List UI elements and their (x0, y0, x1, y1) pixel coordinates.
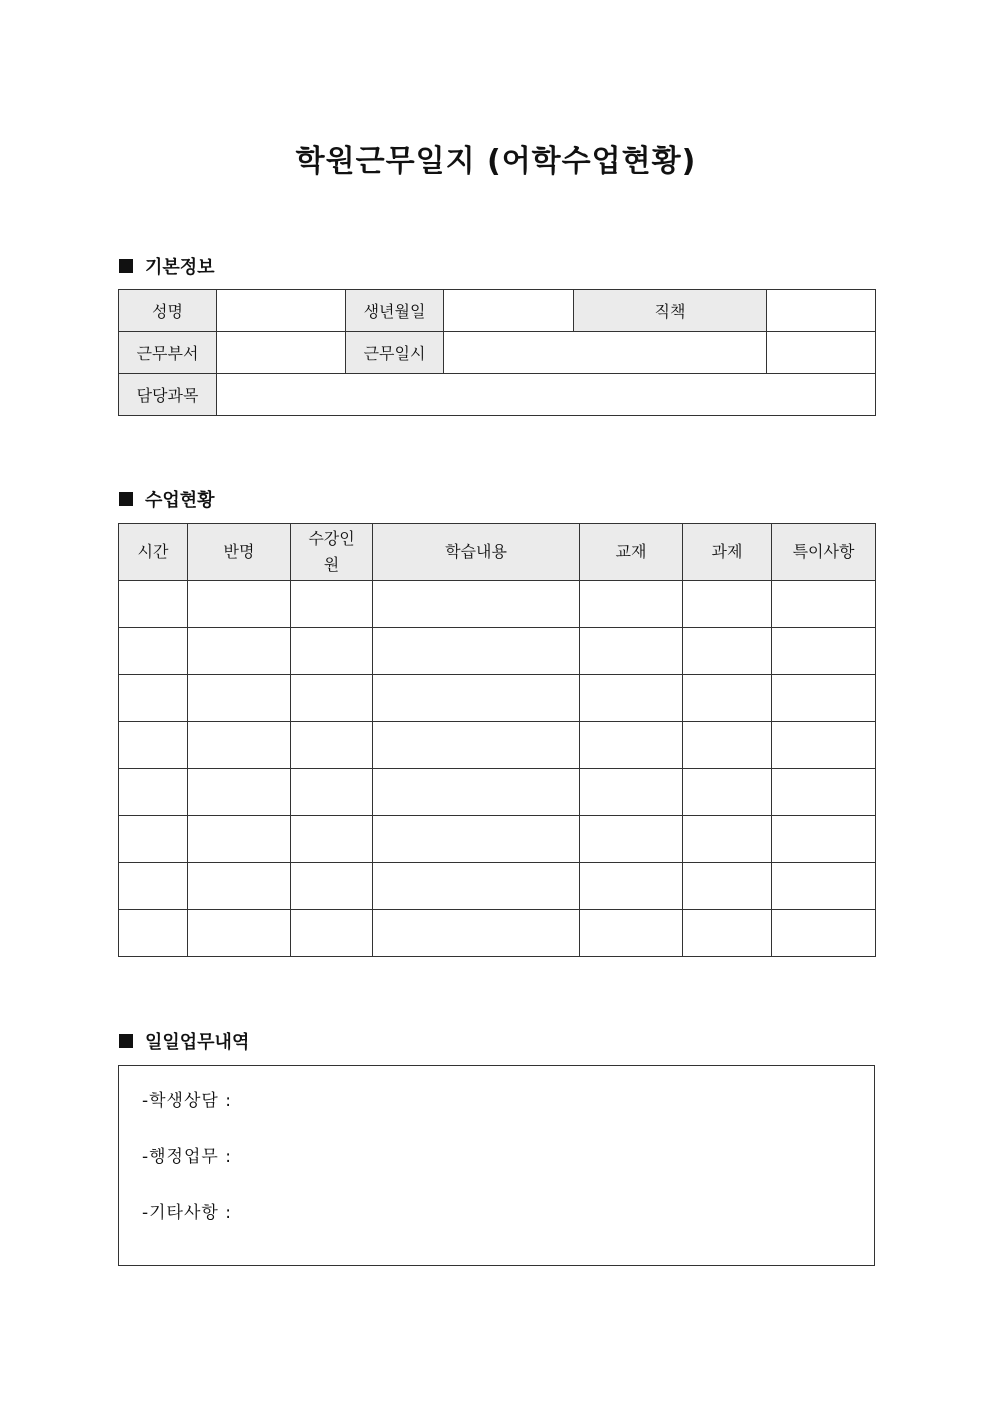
section-heading-label: 기본정보 (145, 257, 215, 278)
lesson-content-cell[interactable] (373, 628, 580, 675)
table-row (119, 722, 876, 769)
subject-field[interactable] (217, 374, 876, 416)
class-status-table (118, 523, 876, 957)
name-field[interactable] (217, 290, 346, 332)
table-row (119, 816, 876, 863)
assignment-cell[interactable] (683, 722, 772, 769)
notes-cell[interactable] (772, 581, 876, 628)
work-date-field[interactable] (444, 332, 767, 374)
class-name-cell[interactable] (188, 581, 291, 628)
table-row (119, 675, 876, 722)
time-cell[interactable] (119, 581, 188, 628)
basic-info-table (118, 289, 876, 416)
assignment-cell[interactable] (683, 628, 772, 675)
notes-cell[interactable] (772, 769, 876, 816)
square-bullet-icon (119, 492, 133, 506)
section-heading-label: 일일업무내역 (145, 1032, 250, 1053)
assignment-cell[interactable] (683, 910, 772, 957)
time-cell[interactable] (119, 769, 188, 816)
table-row (119, 863, 876, 910)
enrollment-cell[interactable] (291, 863, 373, 910)
lesson-content-cell[interactable] (373, 722, 580, 769)
enrollment-header-line2: 원 (323, 555, 340, 574)
table-row (119, 290, 876, 332)
class-name-cell[interactable] (188, 675, 291, 722)
table-row (119, 910, 876, 957)
notes-cell[interactable] (772, 675, 876, 722)
lesson-content-cell[interactable] (373, 769, 580, 816)
lesson-content-cell[interactable] (373, 910, 580, 957)
subject-label: 담당과목 (119, 374, 217, 416)
class-name-cell[interactable] (188, 863, 291, 910)
column-header-class-name: 반명 (188, 524, 291, 581)
textbook-cell[interactable] (580, 816, 683, 863)
section-heading-label: 수업현황 (145, 490, 215, 511)
textbook-cell[interactable] (580, 581, 683, 628)
table-row (119, 581, 876, 628)
textbook-cell[interactable] (580, 628, 683, 675)
textbook-cell[interactable] (580, 910, 683, 957)
column-header-enrollment (291, 524, 373, 581)
class-name-cell[interactable] (188, 628, 291, 675)
assignment-cell[interactable] (683, 675, 772, 722)
name-label: 성명 (119, 290, 217, 332)
textbook-cell[interactable] (580, 769, 683, 816)
enrollment-cell[interactable] (291, 628, 373, 675)
birth-date-label: 생년월일 (346, 290, 444, 332)
enrollment-cell[interactable] (291, 581, 373, 628)
extra-field[interactable] (767, 332, 876, 374)
enrollment-cell[interactable] (291, 675, 373, 722)
column-header-assignment: 과제 (683, 524, 772, 581)
lesson-content-cell[interactable] (373, 675, 580, 722)
position-label: 직책 (574, 290, 767, 332)
column-header-lesson-content: 학습내용 (373, 524, 580, 581)
square-bullet-icon (119, 259, 133, 273)
department-label: 근무부서 (119, 332, 217, 374)
table-row (119, 628, 876, 675)
column-header-notes: 특이사항 (772, 524, 876, 581)
time-cell[interactable] (119, 863, 188, 910)
position-field[interactable] (767, 290, 876, 332)
daily-log-box[interactable] (118, 1065, 875, 1266)
time-cell[interactable] (119, 675, 188, 722)
notes-cell[interactable] (772, 816, 876, 863)
table-row (119, 374, 876, 416)
assignment-cell[interactable] (683, 581, 772, 628)
section-heading-basic-info (119, 253, 215, 279)
table-header-row (119, 524, 876, 581)
column-header-textbook: 교재 (580, 524, 683, 581)
assignment-cell[interactable] (683, 769, 772, 816)
class-name-cell[interactable] (188, 769, 291, 816)
square-bullet-icon (119, 1034, 133, 1048)
enrollment-cell[interactable] (291, 769, 373, 816)
notes-cell[interactable] (772, 722, 876, 769)
textbook-cell[interactable] (580, 722, 683, 769)
student-counseling-line: -학생상담 : (142, 1091, 232, 1111)
assignment-cell[interactable] (683, 863, 772, 910)
work-date-label: 근무일시 (346, 332, 444, 374)
document-title: 학원근무일지 (어학수업현황) (295, 144, 697, 179)
enrollment-cell[interactable] (291, 722, 373, 769)
notes-cell[interactable] (772, 910, 876, 957)
class-rows (119, 581, 876, 957)
enrollment-header-line1: 수강인 (308, 529, 355, 548)
textbook-cell[interactable] (580, 675, 683, 722)
section-heading-classes (119, 486, 215, 512)
time-cell[interactable] (119, 628, 188, 675)
enrollment-cell[interactable] (291, 910, 373, 957)
lesson-content-cell[interactable] (373, 816, 580, 863)
assignment-cell[interactable] (683, 816, 772, 863)
class-name-cell[interactable] (188, 910, 291, 957)
notes-cell[interactable] (772, 628, 876, 675)
table-row (119, 332, 876, 374)
notes-cell[interactable] (772, 863, 876, 910)
column-header-time: 시간 (119, 524, 188, 581)
table-row (119, 769, 876, 816)
time-cell[interactable] (119, 816, 188, 863)
lesson-content-cell[interactable] (373, 863, 580, 910)
admin-tasks-line: -행정업무 : (142, 1147, 232, 1167)
department-field[interactable] (217, 332, 346, 374)
class-name-cell[interactable] (188, 816, 291, 863)
section-heading-daily-tasks (119, 1028, 249, 1054)
birth-date-field[interactable] (444, 290, 574, 332)
time-cell[interactable] (119, 910, 188, 957)
textbook-cell[interactable] (580, 863, 683, 910)
lesson-content-cell[interactable] (373, 581, 580, 628)
time-cell[interactable] (119, 722, 188, 769)
other-notes-line: -기타사항 : (142, 1203, 232, 1223)
class-name-cell[interactable] (188, 722, 291, 769)
enrollment-cell[interactable] (291, 816, 373, 863)
